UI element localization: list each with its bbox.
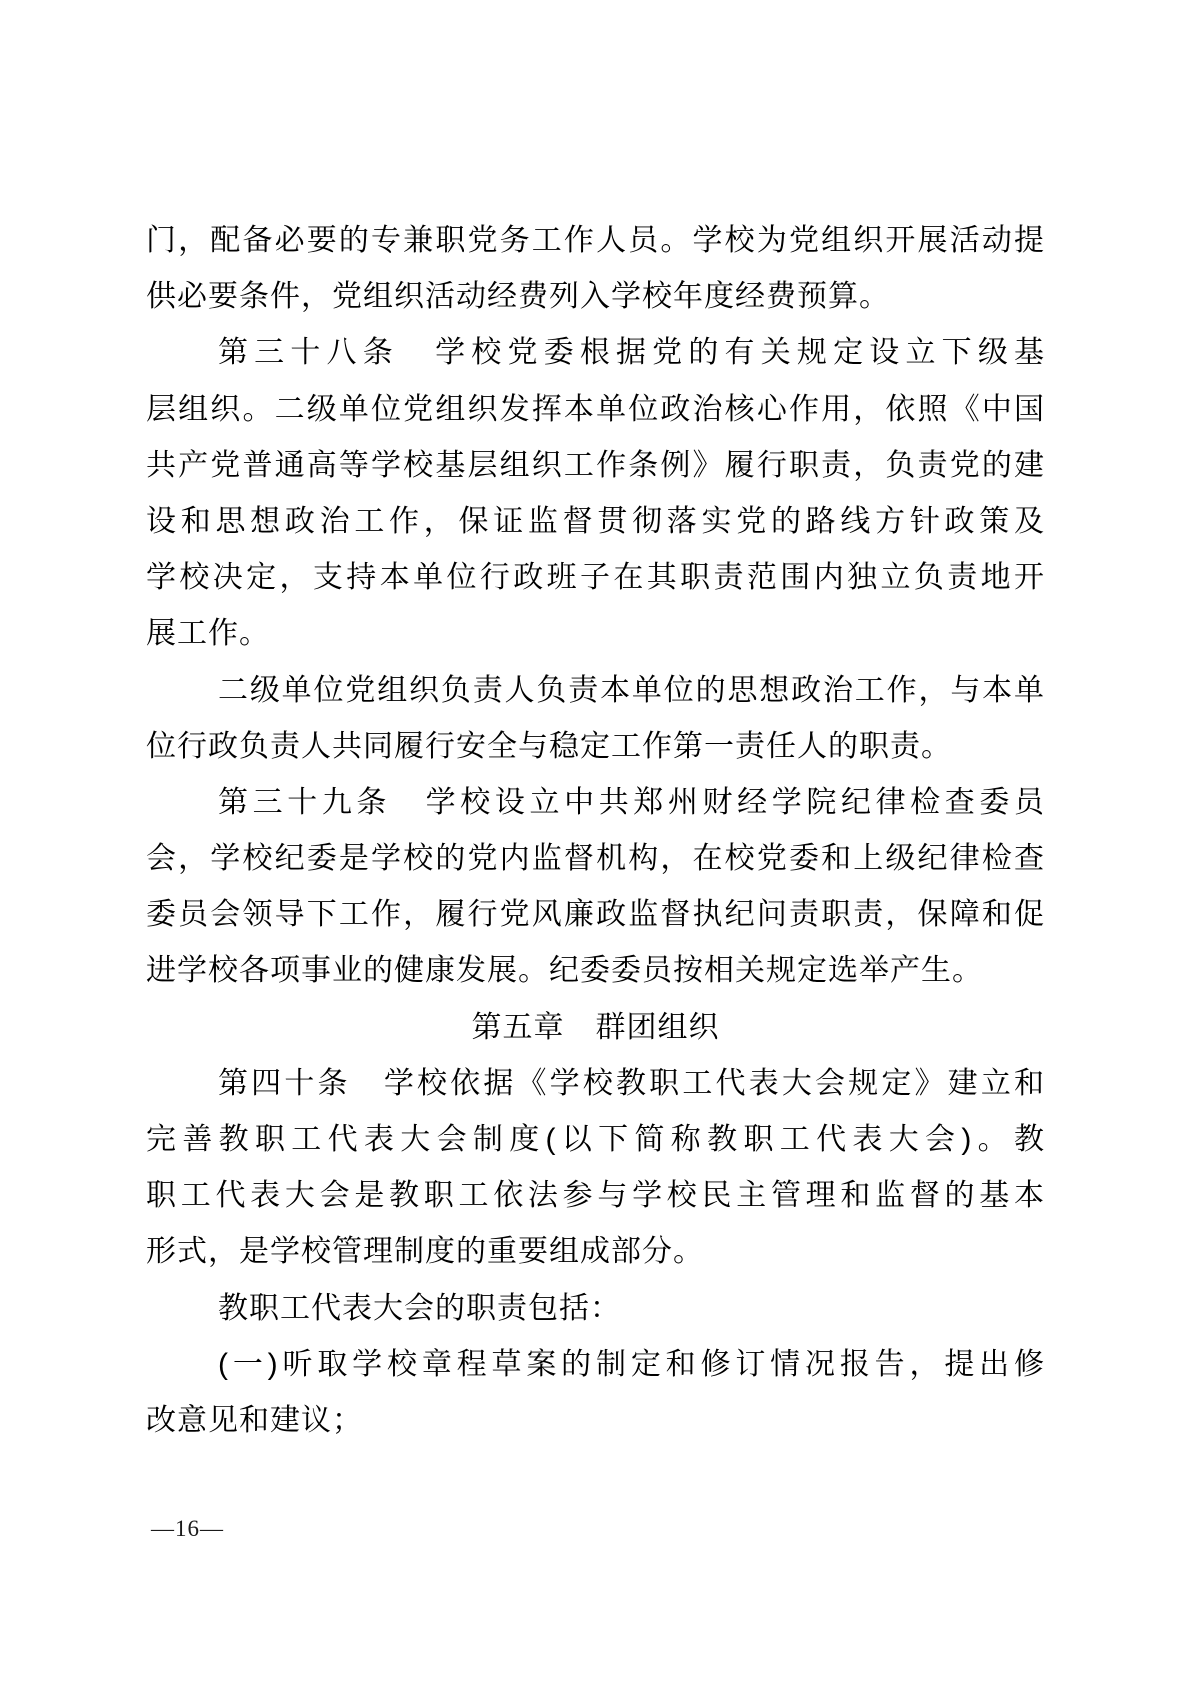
text-line: 二级单位党组织负责人负责本单位的思想政治工作，与本单 <box>218 673 1045 707</box>
text-line: 设和思想政治工作，保证监督贯彻落实党的路线方针政策及 <box>146 504 1045 538</box>
text-line: 第三十八条 学校党委根据党的有关规定设立下级基 <box>218 336 1045 370</box>
text-line: 展工作。 <box>146 617 270 651</box>
text-line: (一)听取学校章程草案的制定和修订情况报告，提出修 <box>218 1347 1045 1381</box>
text-line: 会，学校纪委是学校的党内监督机构，在校党委和上级纪律检查 <box>146 842 1045 876</box>
text-line: 委员会领导下工作，履行党风廉政监督执纪问责职责，保障和促 <box>146 898 1045 932</box>
text-line: 第四十条 学校依据《学校教职工代表大会规定》建立和 <box>218 1066 1045 1100</box>
text-line: 共产党普通高等学校基层组织工作条例》履行职责，负责党的建 <box>146 448 1045 482</box>
text-line: 进学校各项事业的健康发展。纪委委员按相关规定选举产生。 <box>146 954 983 988</box>
text-line: 门，配备必要的专兼职党务工作人员。学校为党组织开展活动提 <box>146 224 1045 257</box>
chapter-heading: 第五章 群团组织 <box>471 1010 720 1044</box>
text-line: 改意见和建议； <box>146 1403 363 1437</box>
text-line: 层组织。二级单位党组织发挥本单位政治核心作用，依照《中国 <box>146 392 1045 426</box>
text-line: 第三十九条 学校设立中共郑州财经学院纪律检查委员 <box>218 785 1045 819</box>
text-line: 教职工代表大会的职责包括： <box>218 1291 621 1325</box>
text-line: 完善教职工代表大会制度(以下简称教职工代表大会)。教 <box>146 1123 1045 1156</box>
text-line: 形式，是学校管理制度的重要组成部分。 <box>146 1235 704 1269</box>
text-line: 学校决定，支持本单位行政班子在其职责范围内独立负责地开 <box>146 561 1045 595</box>
document-lines <box>146 213 1045 1449</box>
text-line: 职工代表大会是教职工依法参与学校民主管理和监督的基本 <box>146 1179 1045 1213</box>
text-line: 位行政负责人共同履行安全与稳定工作第一责任人的职责。 <box>146 729 952 763</box>
text-line: 供必要条件，党组织活动经费列入学校年度经费预算。 <box>146 280 890 314</box>
page-number: —16— <box>151 1516 224 1541</box>
